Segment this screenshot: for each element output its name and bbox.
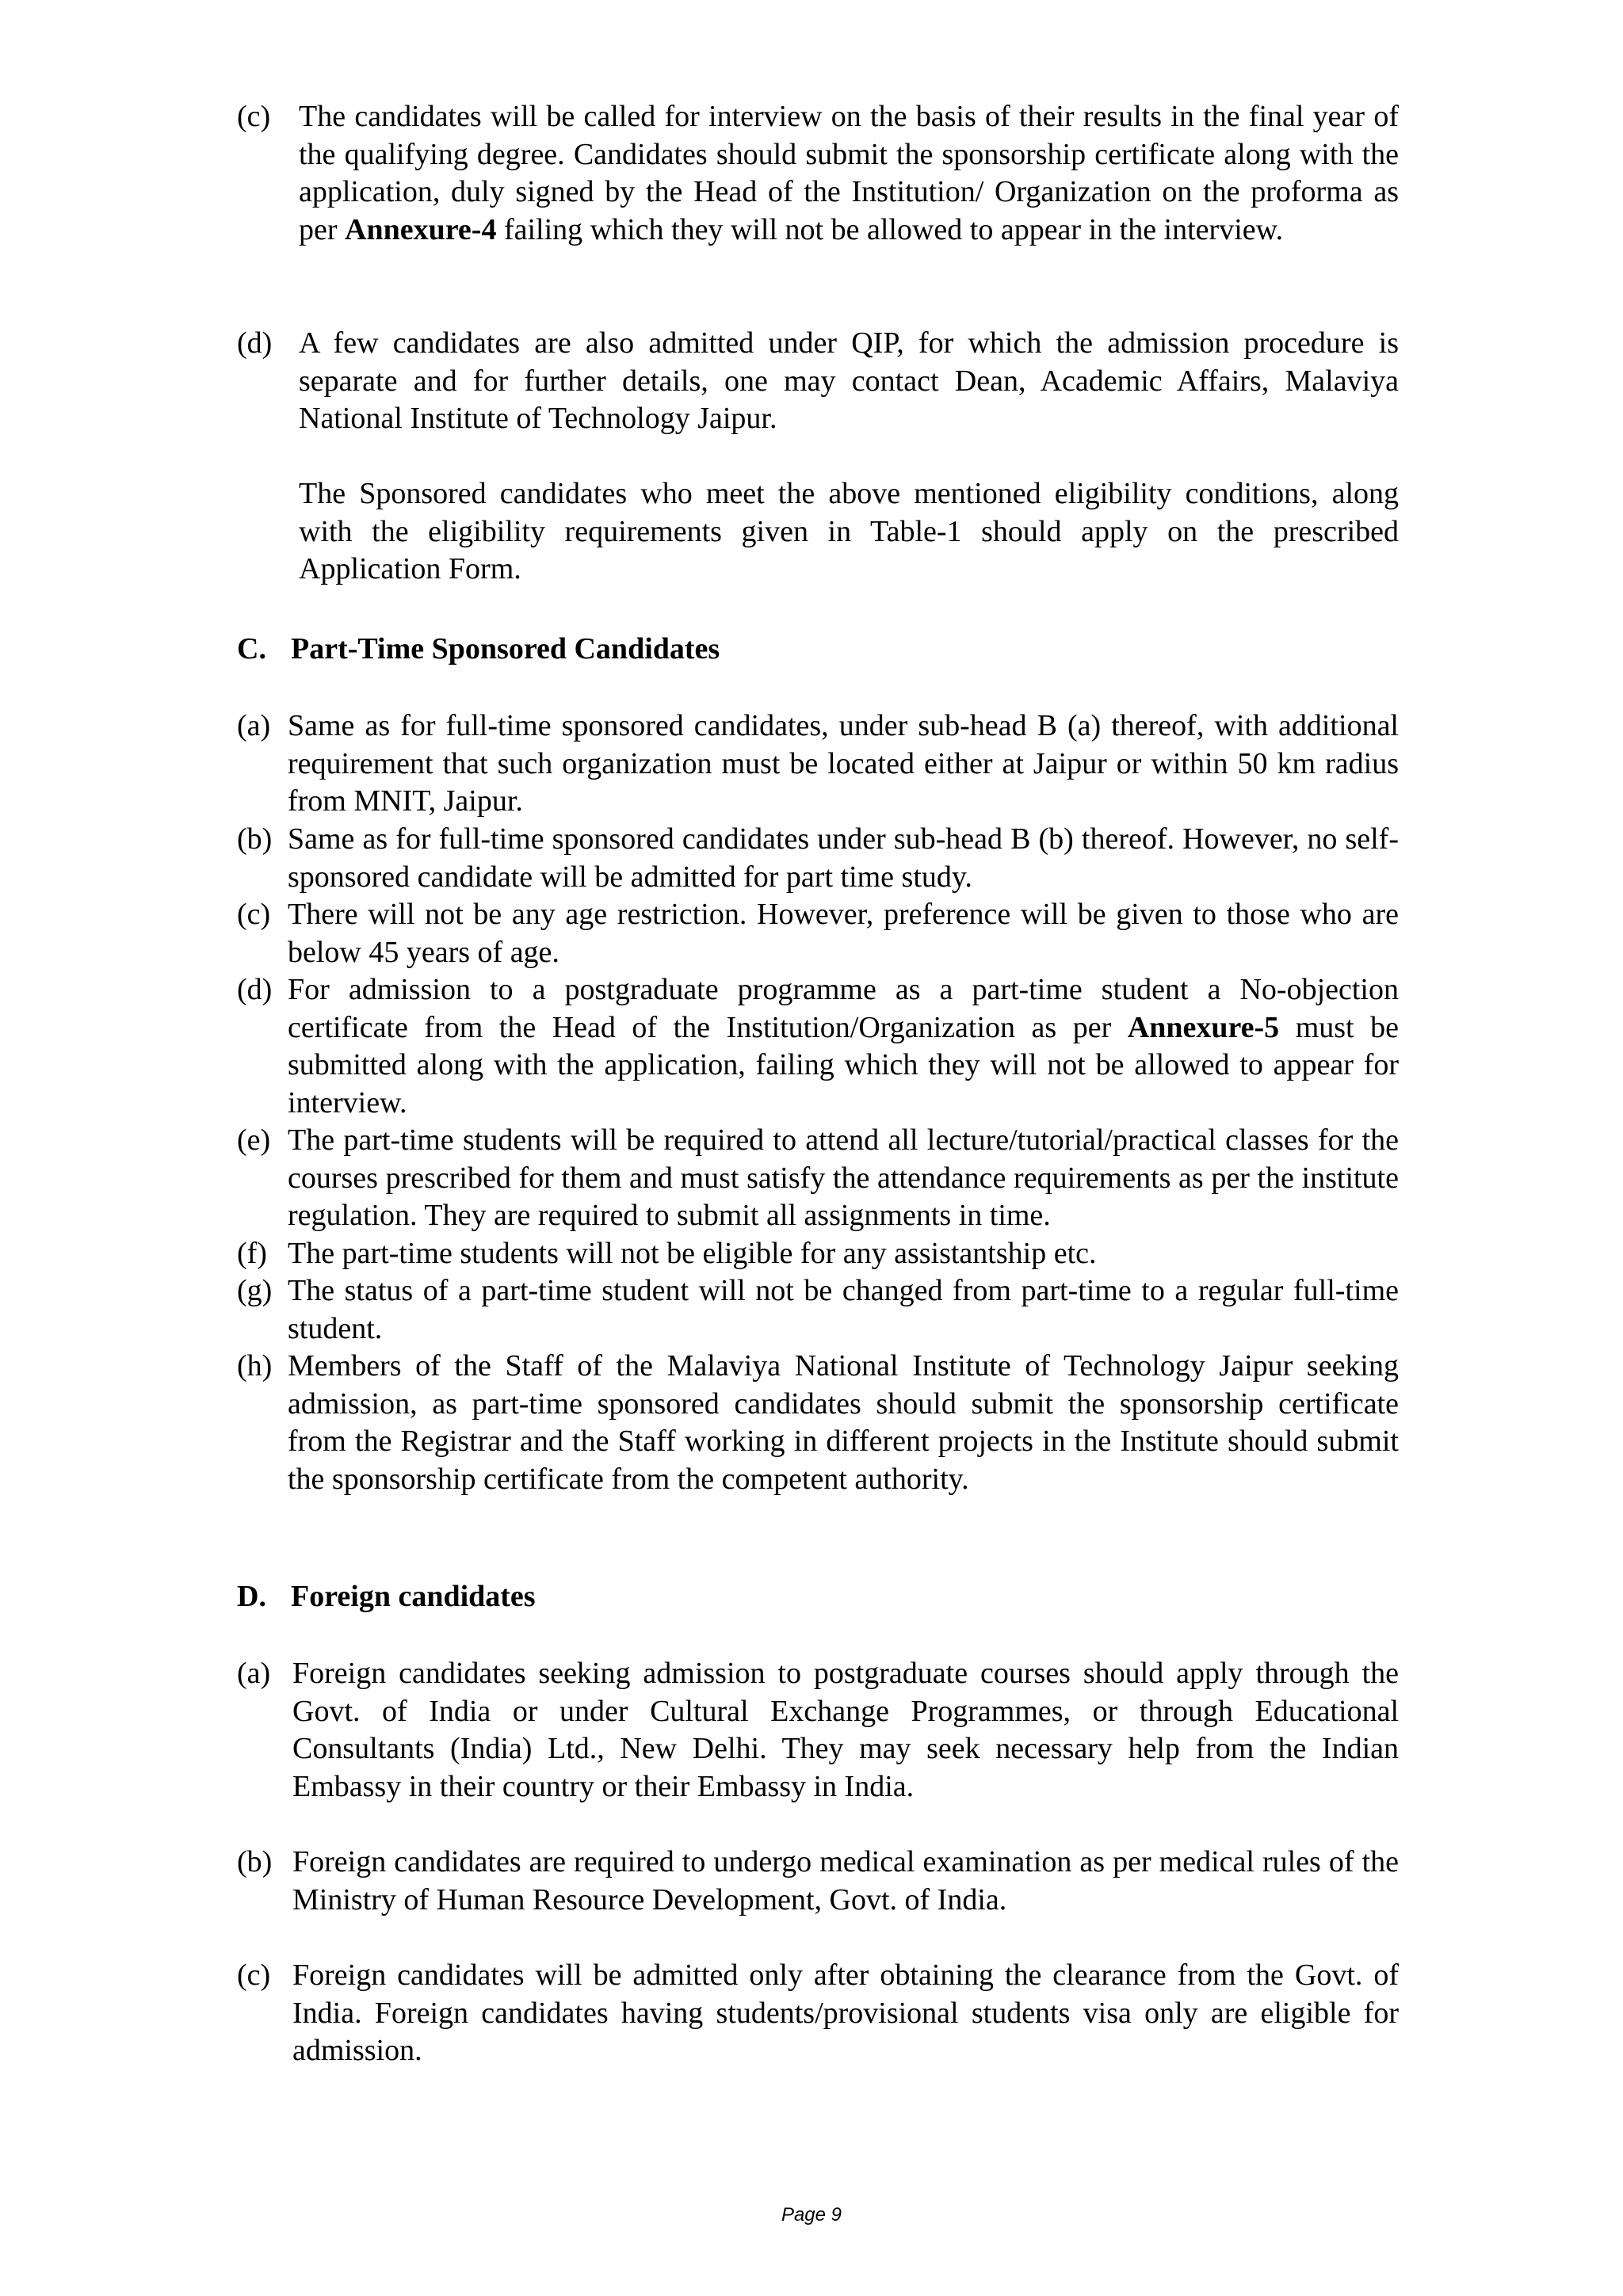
section-title: Part-Time Sponsored Candidates (291, 632, 720, 666)
list-item-c-e (237, 1122, 1399, 1235)
list-label: (e) (237, 1123, 271, 1157)
list-item-text: Foreign candidates are required to undergo medical examination as per medical rules of the Ministry of Human Resource Development, Govt. of India. (292, 1845, 1399, 1917)
list-item-text: The candidates will be called for interview on the basis of their results in the final year of the qualifying degree. Candidates should submit the sponsorship certificate along with the application, duly signed by the Head of the Institution/ Organization on the proforma as per Annexure-4 failing which they will not be allowed to appear in the interview. (299, 100, 1399, 246)
list-label: (c) (237, 100, 271, 133)
list-item-c-c (237, 896, 1399, 971)
list-item-b-c (237, 98, 1399, 249)
list-item-text: The part-time students will be required to attend all lecture/tutorial/practical classes for the courses prescribed for them and must satisfy the attendance requirements as per the institute regulation. They are required to submit all assignments in time. (288, 1123, 1399, 1232)
list-item-d-a (237, 1655, 1399, 1806)
list-label: (a) (237, 709, 271, 742)
list-item-d-c (237, 1957, 1399, 2070)
section-letter: C. (237, 632, 266, 666)
list-item-text: A few candidates are also admitted under QIP, for which the admission procedure is separate and for further details, one may contact Dean, Academic Affairs, Malaviya National Institute of Technology Jaipur. (299, 326, 1399, 435)
list-label: (b) (237, 1845, 273, 1878)
section-c-heading (237, 631, 720, 669)
annexure-5-reference: Annexure-5 (1127, 1010, 1280, 1044)
list-label: (d) (237, 973, 273, 1006)
section-title: Foreign candidates (291, 1580, 536, 1613)
list-item-c-f (237, 1235, 1399, 1273)
list-item-c-d (237, 971, 1399, 1122)
list-item-text: Same as for full-time sponsored candidates under sub-head B (b) thereof. However, no self-sponsored candidate will be admitted for part time study. (288, 822, 1399, 894)
list-item-c-h (237, 1348, 1399, 1498)
list-item-text: There will not be any age restriction. However, preference will be given to those who are below 45 years of age. (288, 898, 1399, 969)
list-label: (d) (237, 326, 273, 360)
list-label: (a) (237, 1657, 271, 1690)
list-item-c-g (237, 1272, 1399, 1348)
sponsored-closing-paragraph: The Sponsored candidates who meet the above mentioned eligibility conditions, along with the eligibility requirements given in Table-1 should apply on the prescribed Application Form. (299, 477, 1399, 585)
list-label: (b) (237, 822, 273, 856)
list-label: (h) (237, 1349, 273, 1383)
list-label: (g) (237, 1274, 273, 1307)
list-label: (c) (237, 898, 271, 931)
list-item-b-d (237, 325, 1399, 438)
list-item-d-b (237, 1844, 1399, 1919)
list-item-text: The status of a part-time student will not be changed from part-time to a regular full-time student. (288, 1274, 1399, 1345)
list-item-text: The part-time students will not be eligible for any assistantship etc. (288, 1237, 1097, 1270)
list-item-text: For admission to a postgraduate programme as a part-time student a No-objection certificate from the Head of the Institution/Organization as per Annexure-5 must be submitted along with the application, failing which they will not be allowed to appear for interview. (288, 973, 1399, 1119)
section-d-heading (237, 1578, 536, 1616)
list-label: (f) (237, 1237, 267, 1270)
list-item-c-a (237, 707, 1399, 821)
list-item-c-b (237, 821, 1399, 896)
list-item-text: Foreign candidates seeking admission to postgraduate courses should apply through the Govt. of India or under Cultural Exchange Programmes, or through Educational Consultants (India) Ltd., New Delhi. They may seek necessary help from the Indian Embassy in their country or their Embassy in India. (292, 1657, 1399, 1803)
annexure-4-reference: Annexure-4 (345, 212, 497, 246)
list-item-text: Members of the Staff of the Malaviya National Institute of Technology Jaipur seeking admission, as part-time sponsored candidates should submit the sponsorship certificate from the Registrar and the Staff working in different projects in the Institute should submit the sponsorship certificate from the competent authority. (288, 1349, 1399, 1496)
list-item-text: Foreign candidates will be admitted only after obtaining the clearance from the Govt. of India. Foreign candidates having students/provisional students visa only are eligible for admission. (292, 1958, 1399, 2067)
list-label: (c) (237, 1958, 271, 1992)
page-number: Page 9 (781, 2204, 842, 2225)
list-item-text: Same as for full-time sponsored candidates, under sub-head B (a) thereof, with additional requirement that such organization must be located either at Jaipur or within 50 km radius from MNIT, Jaipur. (288, 709, 1399, 818)
section-letter: D. (237, 1580, 266, 1613)
